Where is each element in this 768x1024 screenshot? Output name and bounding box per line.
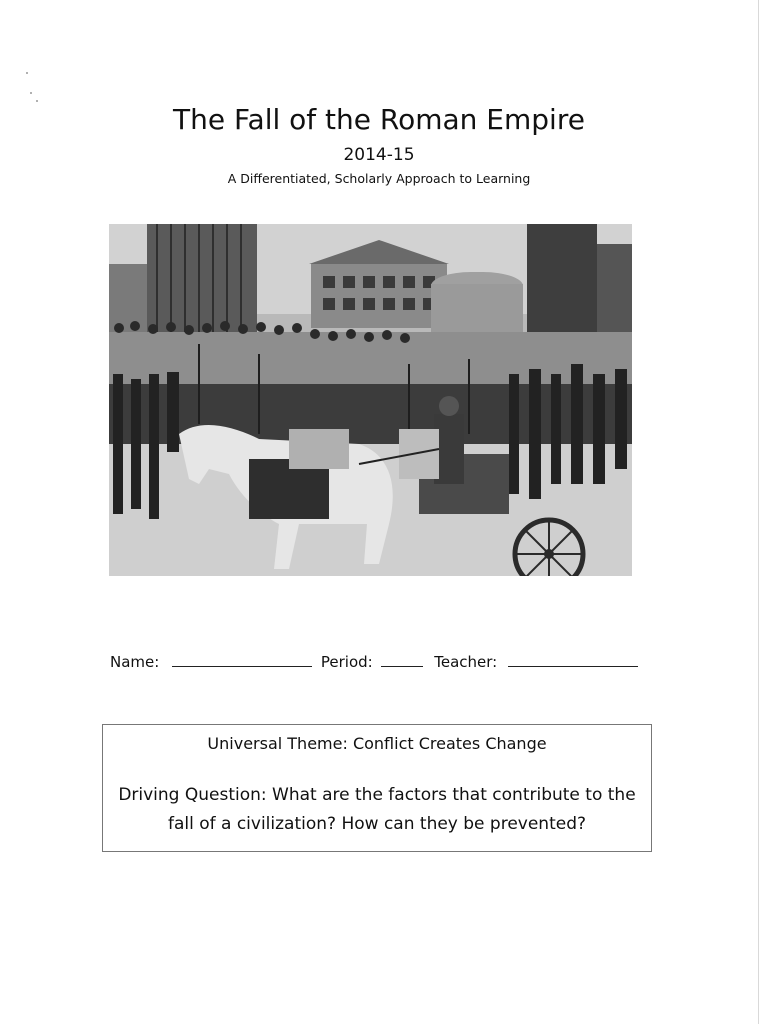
- roman-scene-photo: [109, 224, 632, 576]
- universal-theme: Universal Theme: Conflict Creates Change: [207, 734, 547, 753]
- page-edge-line: [758, 0, 759, 1024]
- driving-question: Driving Question: What are the factors that contribute to the fall of a civilization? How can they be prevented?: [118, 785, 636, 834]
- teacher-label: Teacher:: [434, 653, 498, 671]
- teacher-blank[interactable]: [508, 650, 638, 667]
- chariot-scene-icon: [109, 224, 632, 576]
- school-year: 2014-15: [343, 145, 415, 165]
- period-label: Period:: [320, 653, 373, 671]
- student-info-line: [110, 650, 650, 673]
- period-blank[interactable]: [381, 650, 423, 667]
- name-label: Name:: [110, 653, 160, 671]
- scan-speck: [30, 92, 32, 94]
- name-blank[interactable]: [172, 650, 312, 667]
- theme-box: [102, 724, 652, 852]
- scan-speck: [26, 72, 28, 74]
- page-title: The Fall of the Roman Empire: [173, 103, 585, 136]
- page-subtitle: A Differentiated, Scholarly Approach to Learning: [227, 171, 531, 186]
